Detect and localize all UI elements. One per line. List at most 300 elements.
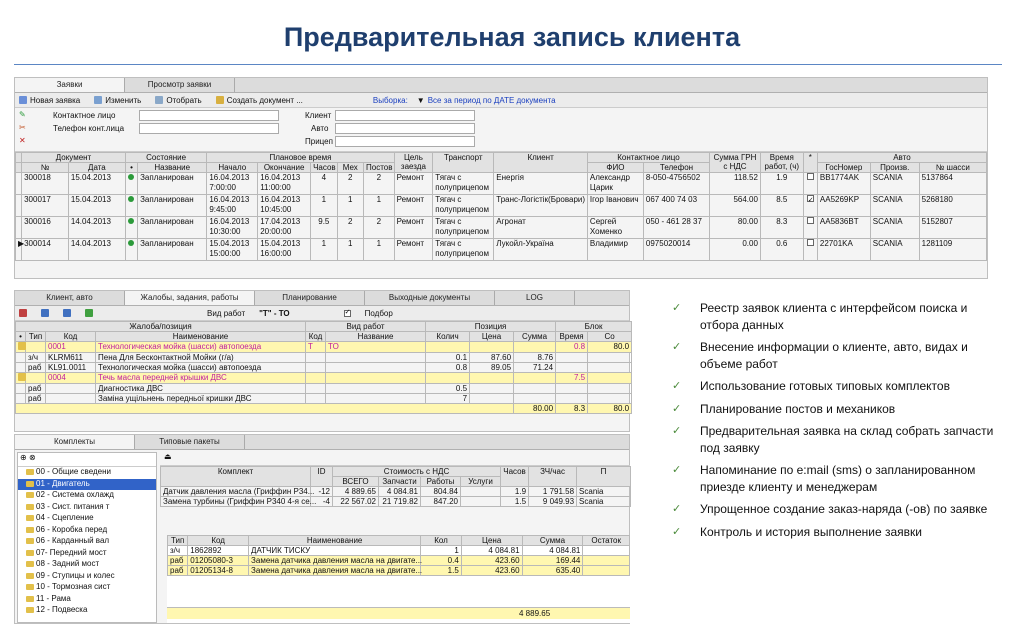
col-hours[interactable]: Часов bbox=[501, 467, 529, 487]
folder-icon bbox=[216, 96, 224, 104]
kit-total: 4 889.65 bbox=[333, 487, 379, 497]
col-type[interactable]: Тип bbox=[26, 332, 46, 342]
work-code bbox=[306, 394, 326, 404]
edit-label: Изменить bbox=[105, 95, 142, 105]
col-services[interactable]: Услуги bbox=[461, 477, 501, 487]
doc-date: 14.04.2013 bbox=[68, 239, 125, 261]
client: Енергія bbox=[494, 173, 588, 195]
chassis: 5268180 bbox=[919, 195, 986, 217]
col-posts[interactable]: Постов bbox=[364, 163, 395, 173]
tab-planning[interactable]: Планирование bbox=[255, 291, 365, 305]
col-item-type[interactable]: Тип bbox=[168, 536, 188, 546]
table-row[interactable] bbox=[168, 546, 630, 556]
pick-label: Подбор bbox=[364, 308, 393, 318]
bullet-item bbox=[672, 462, 1002, 495]
contact-phone: 067 400 74 03 bbox=[643, 195, 709, 217]
item-stock bbox=[583, 556, 630, 566]
chassis: 5152807 bbox=[919, 217, 986, 239]
filter-panel bbox=[15, 108, 987, 152]
sum: 80.00 bbox=[710, 217, 761, 239]
qty: 0.1 bbox=[426, 353, 470, 363]
trailer-input[interactable] bbox=[335, 136, 475, 147]
price bbox=[470, 373, 514, 384]
new-request-button[interactable] bbox=[19, 96, 80, 105]
tree-item[interactable]: 03 - Сист. питания т bbox=[18, 502, 156, 514]
mech: 1 bbox=[337, 195, 363, 217]
row-checkbox[interactable]: ✓ bbox=[807, 197, 814, 204]
bullet-text: Напоминание по e:mail (sms) о запланированном приезде клиенту и менеджерам bbox=[700, 463, 976, 494]
select-label: Отобрать bbox=[166, 95, 202, 105]
col-price[interactable]: Цена bbox=[470, 332, 514, 342]
bullet-text: Предварительная заявка на склад собрать запчасти под заявку bbox=[700, 424, 994, 455]
table-row[interactable] bbox=[16, 394, 632, 404]
col-start[interactable]: Начало bbox=[207, 163, 258, 173]
col-work-name[interactable]: Название bbox=[326, 332, 426, 342]
row-icon bbox=[16, 353, 26, 363]
tree-item[interactable]: 08 - Задний мост bbox=[18, 559, 156, 571]
item-price: 4 084.81 bbox=[461, 546, 522, 556]
contact-phone: 8-050-4756502 bbox=[643, 173, 709, 195]
gos-number: 22701KA bbox=[817, 239, 870, 261]
mech: 2 bbox=[337, 217, 363, 239]
work-name: ТО bbox=[326, 342, 426, 353]
posts: 1 bbox=[364, 239, 395, 261]
col-item-sum[interactable]: Сумма bbox=[522, 536, 583, 546]
upload-icon[interactable]: ⏏ bbox=[164, 452, 172, 461]
tree-item[interactable]: 12 - Подвеска bbox=[18, 605, 156, 617]
sum bbox=[514, 384, 556, 394]
code bbox=[46, 384, 96, 394]
extra: 80.0 bbox=[588, 342, 632, 353]
name: Течь масла передней крышки ДВС bbox=[96, 373, 306, 384]
col-mech[interactable]: Мех bbox=[337, 163, 363, 173]
col-fio[interactable]: ФИО bbox=[587, 163, 643, 173]
row-icon bbox=[16, 342, 26, 353]
col-bullet[interactable]: • bbox=[16, 332, 26, 342]
purpose: Ремонт bbox=[394, 217, 433, 239]
tree-item[interactable]: 06 - Коробка перед bbox=[18, 525, 156, 537]
checkmark-icon: ✓ bbox=[672, 425, 682, 437]
item-stock bbox=[583, 566, 630, 576]
hours: 4 bbox=[311, 173, 337, 195]
status-dot-icon bbox=[128, 174, 134, 180]
contact-phone: 050 - 461 28 37 bbox=[643, 217, 709, 239]
header-star: * bbox=[803, 153, 817, 173]
table-row[interactable] bbox=[16, 373, 632, 384]
create-document-button[interactable] bbox=[216, 96, 303, 105]
table-row[interactable] bbox=[16, 363, 632, 373]
tab-complaints[interactable]: Жалобы, задания, работы bbox=[125, 291, 255, 305]
tab-requests[interactable]: Заявки bbox=[15, 78, 125, 92]
kit-hours: 1.5 bbox=[501, 497, 529, 507]
name: Технологическая мойка (шасси) автопоезда bbox=[96, 342, 306, 353]
kit-id: -12 bbox=[311, 487, 333, 497]
type bbox=[26, 373, 46, 384]
extra bbox=[588, 363, 632, 373]
state-name: Запланирован bbox=[138, 217, 207, 239]
table-row[interactable] bbox=[168, 556, 630, 566]
col-item-code[interactable]: Код bbox=[188, 536, 249, 546]
bullet-text: Упрощенное создание заказ-наряда (-ов) по заявке bbox=[700, 502, 988, 516]
header-client: Клиент bbox=[494, 153, 588, 173]
start-time: 16.04.2013 9:45:00 bbox=[207, 195, 258, 217]
col-kit[interactable]: Комплект bbox=[161, 467, 311, 487]
kit-name: Замена турбины (Гриффин Р340 4-я се... bbox=[161, 497, 311, 507]
col-end[interactable]: Окончание bbox=[258, 163, 311, 173]
type: раб bbox=[26, 384, 46, 394]
status-dot-icon bbox=[128, 218, 134, 224]
contact-phone: 0975020014 bbox=[643, 239, 709, 261]
table-row[interactable] bbox=[161, 487, 631, 497]
col-date[interactable]: Дата bbox=[68, 163, 125, 173]
kit-services bbox=[461, 487, 501, 497]
row-icon bbox=[16, 373, 26, 384]
tab-output-docs[interactable]: Выходные документы bbox=[365, 291, 495, 305]
kit-parts: 21 719.82 bbox=[379, 497, 421, 507]
mech: 2 bbox=[337, 173, 363, 195]
price bbox=[470, 384, 514, 394]
up-icon[interactable] bbox=[41, 309, 49, 317]
header-block: Блок bbox=[556, 322, 632, 332]
tab-view-request[interactable]: Просмотр заявки bbox=[125, 78, 235, 92]
code bbox=[46, 394, 96, 404]
select-button[interactable] bbox=[155, 96, 201, 105]
kit-id: -4 bbox=[311, 497, 333, 507]
star bbox=[803, 173, 817, 195]
items-total-row bbox=[167, 607, 630, 619]
dropdown-icon: ▼ bbox=[416, 95, 425, 105]
tree-item[interactable]: 11 - Рама bbox=[18, 594, 156, 606]
table-row[interactable] bbox=[16, 384, 632, 394]
kit-p: Scania bbox=[577, 487, 631, 497]
posts: 2 bbox=[364, 173, 395, 195]
new-doc-icon bbox=[19, 96, 27, 104]
create-document-label: Создать документ ... bbox=[226, 95, 303, 105]
code: 0001 bbox=[46, 342, 96, 353]
header-state: Состояние bbox=[125, 153, 206, 163]
work-time: 0.6 bbox=[760, 239, 803, 261]
client: Лукойл-Україна bbox=[494, 239, 588, 261]
row-checkbox[interactable] bbox=[807, 217, 814, 224]
header-worktype: Вид работ bbox=[306, 322, 426, 332]
work-time: 8.3 bbox=[760, 217, 803, 239]
tab-log[interactable]: LOG bbox=[495, 291, 575, 305]
bullet-text: Планирование постов и механиков bbox=[700, 401, 896, 416]
col-state-dot[interactable]: • bbox=[125, 163, 137, 173]
kit-parts: 4 084.81 bbox=[379, 487, 421, 497]
table-row[interactable] bbox=[161, 497, 631, 507]
table-row[interactable] bbox=[16, 239, 987, 261]
col-sum[interactable]: Сумма bbox=[514, 332, 556, 342]
feature-list bbox=[672, 300, 1002, 546]
work-code bbox=[306, 384, 326, 394]
checkmark-icon: ✓ bbox=[672, 464, 682, 476]
name: Технологическая мойка (шасси) автопоезда bbox=[96, 363, 306, 373]
time bbox=[556, 384, 588, 394]
doc-date: 15.04.2013 bbox=[68, 195, 125, 217]
price bbox=[470, 342, 514, 353]
requests-window bbox=[14, 77, 988, 279]
item-qty: 0.4 bbox=[421, 556, 462, 566]
kit-hours: 1.9 bbox=[501, 487, 529, 497]
sample-value: Все за период по ДАТЕ документа bbox=[427, 95, 556, 105]
tree-expand-icon[interactable]: ⊕ bbox=[20, 453, 27, 462]
header-plan-time: Плановое время bbox=[207, 153, 394, 163]
state-dot bbox=[125, 239, 137, 261]
col-item-price[interactable]: Цена bbox=[461, 536, 522, 546]
checkmark-icon: ✓ bbox=[672, 402, 682, 415]
client: Транс-Логістік(Бровари) bbox=[494, 195, 588, 217]
kit-works: 847.20 bbox=[421, 497, 461, 507]
bullet-item bbox=[672, 339, 1002, 372]
edit-icon bbox=[94, 96, 102, 104]
tree-item[interactable]: 06 - Карданный вал bbox=[18, 536, 156, 548]
bullet-item bbox=[672, 423, 1002, 456]
star bbox=[803, 217, 817, 239]
col-num[interactable]: № bbox=[22, 163, 69, 173]
bullet-item bbox=[672, 300, 1002, 333]
header-auto: Авто bbox=[817, 153, 986, 163]
type: з/ч bbox=[26, 353, 46, 363]
bullet-text: Внесение информации о клиенте, авто, видах и объеме работ bbox=[700, 340, 968, 371]
sample-selector[interactable] bbox=[373, 96, 556, 105]
add-icon[interactable] bbox=[85, 309, 93, 317]
kit-name: Датчик давления масла (Гриффин Р34... bbox=[161, 487, 311, 497]
tab-kits[interactable]: Комплекты bbox=[15, 435, 135, 449]
kits-toolbar bbox=[160, 452, 630, 466]
bullet-item bbox=[672, 501, 1002, 518]
phone-label: Телефон конт.лица bbox=[53, 124, 125, 133]
header-cost: Стоимость с НДС bbox=[333, 467, 501, 477]
sum bbox=[514, 373, 556, 384]
state-name: Запланирован bbox=[138, 239, 207, 261]
folder-icon bbox=[18, 373, 26, 381]
bullet-text: Контроль и история выполнение заявки bbox=[700, 524, 922, 539]
purpose: Ремонт bbox=[394, 195, 433, 217]
total-sum: 80.00 bbox=[514, 404, 556, 414]
total-extra: 80.0 bbox=[588, 404, 632, 414]
sum: 8.76 bbox=[514, 353, 556, 363]
works-window bbox=[14, 290, 630, 432]
clear-filter-icon[interactable]: ✕ bbox=[19, 136, 26, 145]
item-code: 01205080-3 bbox=[188, 556, 249, 566]
new-request-label: Новая заявка bbox=[30, 95, 81, 105]
col-item-name[interactable]: Наименование bbox=[249, 536, 421, 546]
item-qty: 1 bbox=[421, 546, 462, 556]
qty bbox=[426, 342, 470, 353]
col-item-stock[interactable]: Остаток bbox=[583, 536, 630, 546]
start-time: 16.04.2013 10:30:00 bbox=[207, 217, 258, 239]
sample-label: Выборка: bbox=[372, 95, 408, 105]
col-rate[interactable]: ЗЧ/час bbox=[529, 467, 577, 487]
auto-input[interactable] bbox=[335, 123, 475, 134]
row-icon bbox=[16, 394, 26, 404]
work-time: 8.5 bbox=[760, 195, 803, 217]
qty: 0.5 bbox=[426, 384, 470, 394]
chassis: 5137864 bbox=[919, 173, 986, 195]
item-type: раб bbox=[168, 566, 188, 576]
category-tree[interactable] bbox=[17, 452, 157, 623]
col-item-qty[interactable]: Кол bbox=[421, 536, 462, 546]
doc-num: 300014 bbox=[22, 239, 69, 261]
tree-filter-icon[interactable]: ⊗ bbox=[28, 453, 36, 462]
sum: 564.00 bbox=[710, 195, 761, 217]
extra bbox=[588, 353, 632, 363]
posts: 1 bbox=[364, 195, 395, 217]
col-time[interactable]: Время bbox=[556, 332, 588, 342]
tree-item[interactable]: 10 - Тормозная сист bbox=[18, 582, 156, 594]
star bbox=[803, 195, 817, 217]
purpose: Ремонт bbox=[394, 239, 433, 261]
hours: 9.5 bbox=[311, 217, 337, 239]
table-row[interactable] bbox=[16, 353, 632, 363]
tree-item[interactable]: 00 - Общие сведени bbox=[18, 467, 156, 479]
col-phone[interactable]: Телефон bbox=[643, 163, 709, 173]
bullet-item bbox=[672, 378, 1002, 395]
tab-typical-packages[interactable]: Типовые пакеты bbox=[135, 435, 245, 449]
start-time: 16.04.2013 7:00:00 bbox=[207, 173, 258, 195]
type bbox=[26, 342, 46, 353]
works-toolbar bbox=[15, 306, 629, 321]
time bbox=[556, 394, 588, 404]
end-time: 15.04.2013 16:00:00 bbox=[258, 239, 311, 261]
header-position: Позиция bbox=[426, 322, 556, 332]
item-qty: 1.5 bbox=[421, 566, 462, 576]
table-row[interactable] bbox=[16, 342, 632, 353]
tree-item[interactable]: 04 - Сцепление bbox=[18, 513, 156, 525]
item-name: ДАТЧИК ТИСКУ bbox=[249, 546, 421, 556]
chassis: 1281109 bbox=[919, 239, 986, 261]
col-qty[interactable]: Колич bbox=[426, 332, 470, 342]
contact-fio: Александр Царик bbox=[587, 173, 643, 195]
tree-item[interactable]: 02 - Система охлажд bbox=[18, 490, 156, 502]
col-id[interactable]: ID bbox=[311, 467, 333, 487]
table-row[interactable] bbox=[16, 217, 987, 239]
col-state-name[interactable]: Название bbox=[138, 163, 207, 173]
col-p[interactable]: П bbox=[577, 467, 631, 487]
row-checkbox[interactable] bbox=[807, 173, 814, 180]
extra bbox=[588, 384, 632, 394]
sum bbox=[514, 394, 556, 404]
client-input[interactable] bbox=[335, 110, 475, 121]
item-name: Замена датчика давления масла на двигате... bbox=[249, 556, 421, 566]
price: 87.60 bbox=[470, 353, 514, 363]
header-purpose: Цель заезда bbox=[394, 153, 433, 173]
state-dot bbox=[125, 217, 137, 239]
tab-client-auto[interactable]: Клиент, авто bbox=[15, 291, 125, 305]
work-code bbox=[306, 363, 326, 373]
hours: 1 bbox=[311, 195, 337, 217]
star bbox=[803, 239, 817, 261]
trailer-label: Прицеп bbox=[305, 137, 333, 146]
tree-toolbar bbox=[18, 453, 156, 467]
col-total[interactable]: ВСЕГО bbox=[333, 477, 379, 487]
down-icon[interactable] bbox=[63, 309, 71, 317]
sum bbox=[514, 342, 556, 353]
bullet-text: Использование готовых типовых комплектов bbox=[700, 379, 950, 393]
table-row[interactable] bbox=[16, 195, 987, 217]
type: раб bbox=[26, 394, 46, 404]
table-row[interactable] bbox=[16, 173, 987, 195]
title-rule bbox=[14, 64, 1002, 65]
state-dot bbox=[125, 195, 137, 217]
time bbox=[556, 353, 588, 363]
sum: 118.52 bbox=[710, 173, 761, 195]
col-extra[interactable]: Со bbox=[588, 332, 632, 342]
col-parts[interactable]: Запчасти bbox=[379, 477, 421, 487]
requests-table bbox=[15, 152, 987, 261]
item-sum: 635.40 bbox=[522, 566, 583, 576]
table-row[interactable] bbox=[168, 566, 630, 576]
qty: 7 bbox=[426, 394, 470, 404]
tree-item[interactable]: 01 - Двигатель bbox=[18, 479, 156, 491]
gos-number: AA5836BT bbox=[817, 217, 870, 239]
maker: SCANIA bbox=[870, 217, 919, 239]
col-name[interactable]: Наименование bbox=[96, 332, 306, 342]
contact-input[interactable] bbox=[139, 110, 279, 121]
kits-window bbox=[14, 434, 630, 624]
tools-icon[interactable]: ✂ bbox=[19, 123, 26, 132]
pick-checkbox[interactable]: ✓ bbox=[344, 308, 351, 316]
tree-item[interactable]: 09 - Ступицы и колес bbox=[18, 571, 156, 583]
phone-input[interactable] bbox=[139, 123, 279, 134]
item-price: 423.60 bbox=[461, 566, 522, 576]
state-dot bbox=[125, 173, 137, 195]
work-code bbox=[306, 373, 326, 384]
code: 0004 bbox=[46, 373, 96, 384]
item-code: 1862892 bbox=[188, 546, 249, 556]
col-works[interactable]: Работы bbox=[421, 477, 461, 487]
work-type-value[interactable]: "Т" - ТО bbox=[259, 308, 290, 318]
col-hours[interactable]: Часов bbox=[311, 163, 337, 173]
kit-works: 804.84 bbox=[421, 487, 461, 497]
total-time: 8.3 bbox=[556, 404, 588, 414]
col-maker[interactable]: Произв. bbox=[870, 163, 919, 173]
kit-rate: 9 049.93 bbox=[529, 497, 577, 507]
bullet-item bbox=[672, 401, 1002, 418]
edit-button[interactable] bbox=[94, 96, 141, 105]
name: Диагностика ДВС bbox=[96, 384, 306, 394]
col-chassis[interactable]: № шасси bbox=[919, 163, 986, 173]
col-work-code[interactable]: Код bbox=[306, 332, 326, 342]
kits-tabs bbox=[15, 435, 629, 450]
gos-number: BB1774AK bbox=[817, 173, 870, 195]
add-filter-icon[interactable]: ✎ bbox=[19, 110, 26, 119]
col-gos[interactable]: ГосНомер bbox=[817, 163, 870, 173]
kit-items-table bbox=[167, 535, 630, 576]
requests-toolbar bbox=[15, 93, 987, 108]
transport: Тягач с полуприцепом bbox=[433, 217, 494, 239]
status-dot-icon bbox=[128, 240, 134, 246]
tree-item[interactable]: 07- Передний мост bbox=[18, 548, 156, 560]
time: 7.5 bbox=[556, 373, 588, 384]
slide-title: Предварительная запись клиента bbox=[283, 22, 741, 52]
folder-icon bbox=[18, 342, 26, 350]
row-icon bbox=[16, 384, 26, 394]
name: Заміна ущільнень передньої кришки ДВС bbox=[96, 394, 306, 404]
end-time: 16.04.2013 10:45:00 bbox=[258, 195, 311, 217]
col-code[interactable]: Код bbox=[46, 332, 96, 342]
end-time: 17.04.2013 20:00:00 bbox=[258, 217, 311, 239]
item-sum: 4 084.81 bbox=[522, 546, 583, 556]
doc-num: 300016 bbox=[22, 217, 69, 239]
doc-num: 300018 bbox=[22, 173, 69, 195]
checkmark-icon: ✓ bbox=[672, 341, 682, 353]
row-checkbox[interactable] bbox=[807, 239, 814, 246]
client: Агронат bbox=[494, 217, 588, 239]
delete-icon[interactable] bbox=[19, 309, 27, 317]
maker: SCANIA bbox=[870, 239, 919, 261]
